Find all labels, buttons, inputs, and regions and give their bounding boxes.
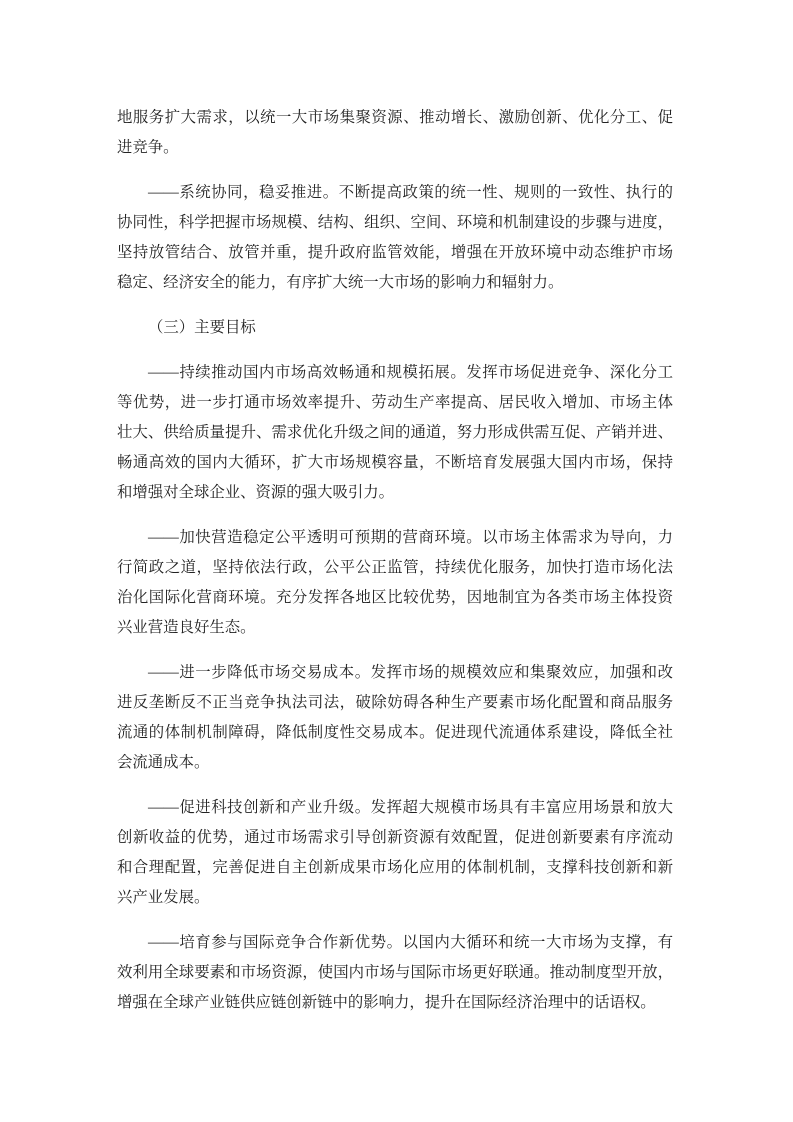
text-line: 进反垄断反不正当竞争执法司法，破除妨碍各种生产要素市场化配置和商品服务: [117, 694, 673, 711]
paragraph-xitong-xietong: [117, 178, 673, 298]
paragraph-jiakuai-yingzao: [117, 523, 673, 643]
text-line: 地服务扩大需求，以统一大市场集聚资源、推动增长、激励创新、优化分工、促: [117, 109, 673, 126]
paragraph-continuation: [117, 103, 673, 163]
text-line: 效利用全球要素和市场资源，使国内市场与国际市场更好联通。推动制度型开放，: [117, 964, 673, 981]
text-line: ——系统协同，稳妥推进。不断提高政策的统一性、规则的一致性、执行的: [148, 184, 673, 201]
text-line: 和合理配置，完善促进自主创新成果市场化应用的体制机制，支撑科技创新和新: [117, 859, 673, 876]
text-line: ——培育参与国际竞争合作新优势。以国内大循环和统一大市场为支撑，有: [148, 934, 673, 951]
paragraph-guoji-jingzheng: [117, 928, 673, 1018]
text-line: 等优势，进一步打通市场效率提升、劳动生产率提高、居民收入增加、市场主体: [117, 394, 673, 411]
text-line: ——进一步降低市场交易成本。发挥市场的规模效应和集聚效应，加强和改: [148, 664, 673, 681]
text-line: 创新收益的优势，通过市场需求引导创新资源有效配置，促进创新要素有序流动: [117, 829, 673, 846]
text-line: ——促进科技创新和产业升级。发挥超大规模市场具有丰富应用场景和放大: [148, 799, 673, 816]
text-line: 治化国际化营商环境。充分发挥各地区比较优势，因地制宜为各类市场主体投资: [117, 589, 673, 606]
text-line: 行简政之道，坚持依法行政，公平公正监管，持续优化服务，加快打造市场化法: [117, 559, 673, 576]
text-line: 协同性，科学把握市场规模、结构、组织、空间、环境和机制建设的步骤与进度，: [117, 214, 673, 231]
text-line: 畅通高效的国内大循环，扩大市场规模容量，不断培育发展强大国内市场，保持: [117, 454, 673, 471]
text-line: 稳定、经济安全的能力，有序扩大统一大市场的影响力和辐射力。: [117, 274, 564, 291]
text-line: 进竞争。: [117, 139, 179, 156]
text-line: 兴产业发展。: [117, 889, 210, 906]
paragraph-jiangdi-chengben: [117, 658, 673, 778]
text-line: 增强在全球产业链供应链创新链中的影响力，提升在国际经济治理中的话语权。: [117, 994, 656, 1011]
text-line: （三）主要目标: [148, 319, 256, 336]
paragraph-chixu-tuidong: [117, 358, 673, 508]
section-heading-main-goals: [117, 313, 673, 343]
text-line: 和增强对全球企业、资源的强大吸引力。: [117, 484, 395, 501]
text-line: 兴业营造良好生态。: [117, 619, 256, 636]
text-line: ——加快营造稳定公平透明可预期的营商环境。以市场主体需求为导向，力: [148, 529, 673, 546]
text-line: 坚持放管结合、放管并重，提升政府监管效能，增强在开放环境中动态维护市场: [117, 244, 673, 261]
text-line: ——持续推动国内市场高效畅通和规模拓展。发挥市场促进竞争、深化分工: [148, 364, 673, 381]
document-content: [117, 103, 673, 1033]
text-line: 流通的体制机制障碍，降低制度性交易成本。促进现代流通体系建设，降低全社: [117, 724, 673, 741]
paragraph-keji-chuangxin: [117, 793, 673, 913]
text-line: 会流通成本。: [117, 754, 210, 771]
text-line: 壮大、供给质量提升、需求优化升级之间的通道，努力形成供需互促、产销并进、: [117, 424, 673, 441]
